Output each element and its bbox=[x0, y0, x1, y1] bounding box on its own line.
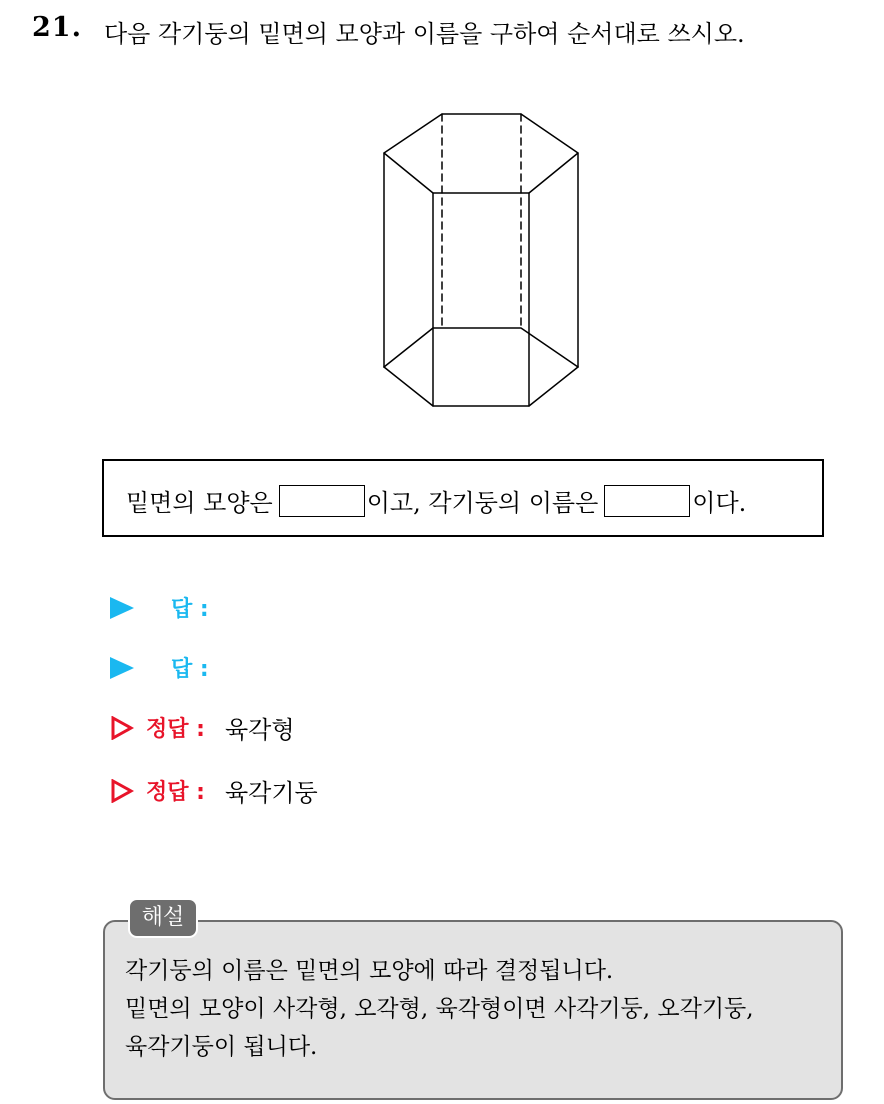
fill-in-text-part2: 이고, 각기둥의 이름은 bbox=[366, 489, 599, 517]
question-number: 21. bbox=[32, 12, 82, 43]
outline-triangle-right-icon bbox=[110, 716, 134, 740]
correct-answer-row-2 bbox=[110, 773, 318, 808]
answer-row-1[interactable] bbox=[110, 592, 209, 623]
question-text: 다음 각기둥의 밑면의 모양과 이름을 구하여 순서대로 쓰시오. bbox=[104, 20, 745, 48]
prism-bottom-back-edges bbox=[384, 328, 578, 367]
correct-answer-value: 육각기둥 bbox=[224, 779, 318, 807]
fill-in-sentence-box bbox=[102, 459, 824, 537]
hexagonal-prism-diagram bbox=[370, 100, 592, 422]
filled-triangle-right-icon bbox=[110, 657, 134, 679]
answer-row-2[interactable] bbox=[110, 652, 209, 683]
fill-in-text-part1: 밑면의 모양은 bbox=[126, 489, 273, 517]
explanation-box bbox=[103, 920, 843, 1100]
correct-answer-row-1 bbox=[110, 710, 295, 745]
correct-answer-label: 정답 : bbox=[146, 717, 205, 742]
base-shape-blank[interactable] bbox=[279, 485, 365, 517]
answer-label: 답 : bbox=[171, 657, 209, 682]
explanation-line: 육각기둥이 됩니다. bbox=[125, 1034, 318, 1060]
prism-top-face bbox=[384, 114, 578, 193]
filled-triangle-right-icon bbox=[110, 597, 134, 619]
correct-answer-value: 육각형 bbox=[224, 716, 295, 744]
outline-triangle-right-icon bbox=[110, 779, 134, 803]
prism-bottom-visible-edges bbox=[384, 367, 578, 406]
fill-in-text-part3: 이다. bbox=[692, 489, 747, 517]
explanation-tag: 해설 bbox=[128, 898, 198, 938]
explanation-line: 각기둥의 이름은 밑면의 모양에 따라 결정됩니다. bbox=[125, 958, 614, 984]
prism-name-blank[interactable] bbox=[604, 485, 690, 517]
correct-answer-label: 정답 : bbox=[146, 780, 205, 805]
explanation-text bbox=[125, 952, 754, 1066]
answer-label: 답 : bbox=[171, 597, 209, 622]
explanation-line: 밑면의 모양이 사각형, 오각형, 육각형이면 사각기둥, 오각기둥, bbox=[125, 996, 754, 1022]
